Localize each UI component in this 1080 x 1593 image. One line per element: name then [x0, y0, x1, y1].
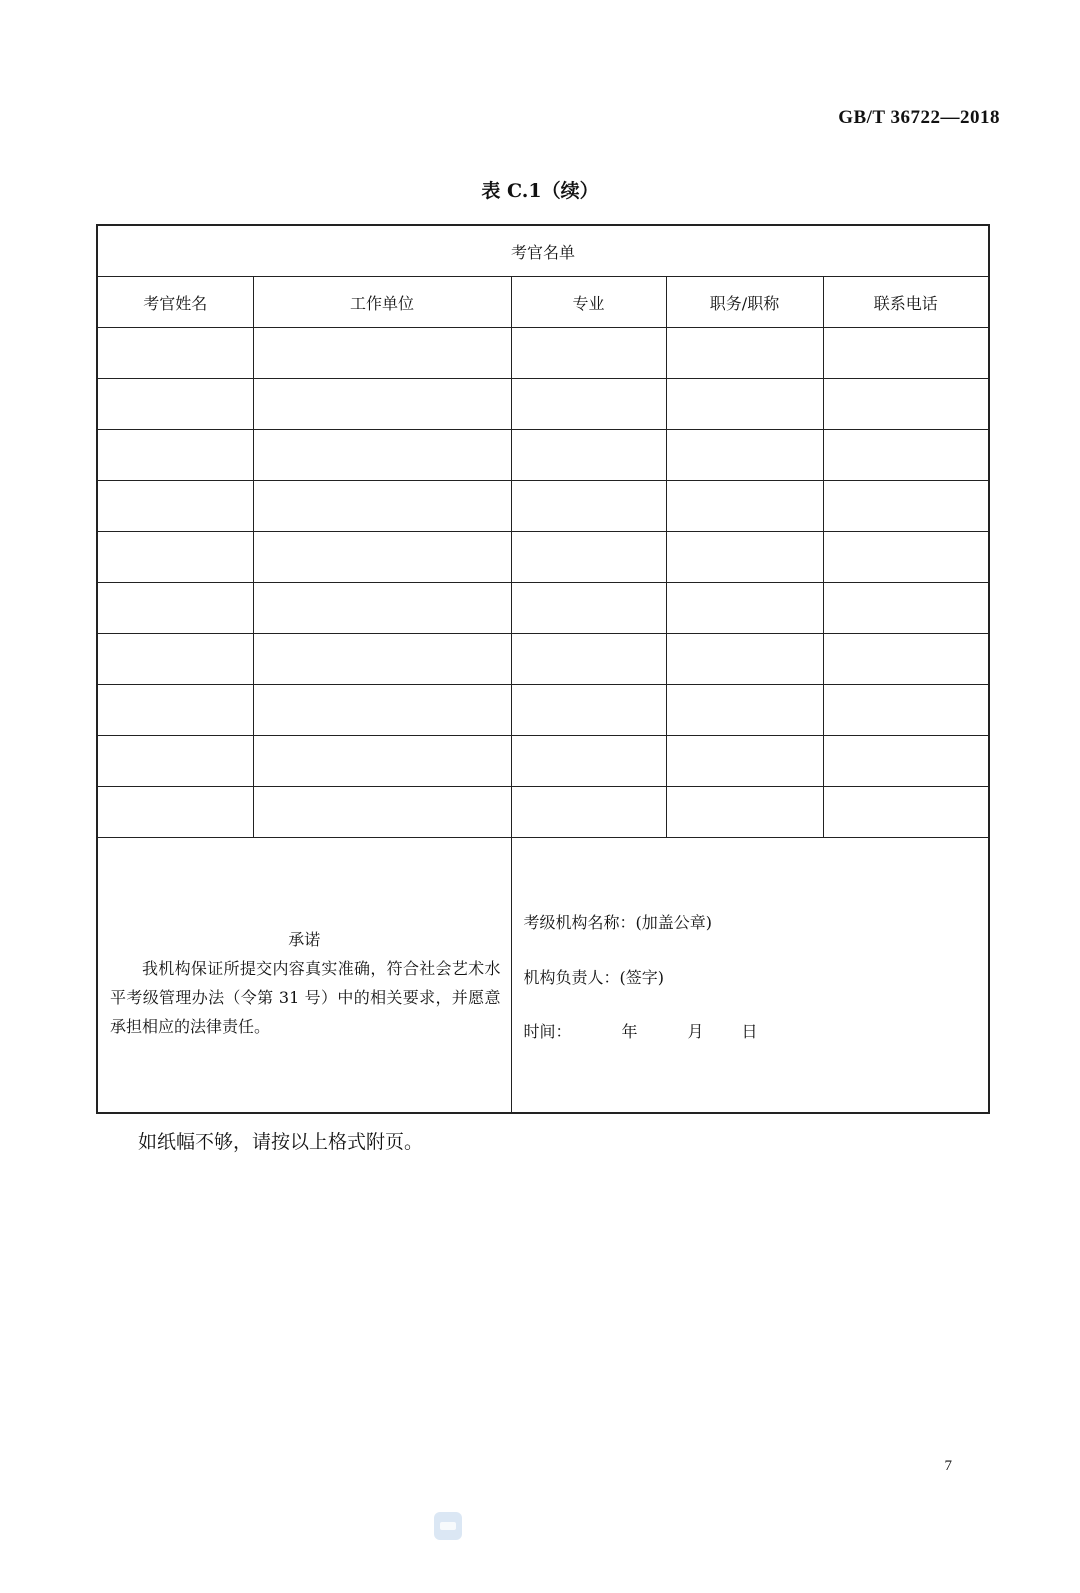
examiner-name-cell[interactable] — [97, 685, 253, 736]
position-title-cell[interactable] — [666, 328, 823, 379]
phone-cell[interactable] — [823, 787, 989, 838]
examiner-name-cell[interactable] — [97, 481, 253, 532]
specialty-cell[interactable] — [511, 685, 666, 736]
phone-cell[interactable] — [823, 736, 989, 787]
phone-cell[interactable] — [823, 328, 989, 379]
column-header-phone: 联系电话 — [823, 277, 989, 328]
table-row — [97, 685, 989, 736]
phone-cell[interactable] — [823, 379, 989, 430]
work-unit-cell[interactable] — [253, 379, 511, 430]
specialty-cell[interactable] — [511, 583, 666, 634]
work-unit-cell[interactable] — [253, 787, 511, 838]
phone-cell[interactable] — [823, 583, 989, 634]
examiner-name-cell[interactable] — [97, 583, 253, 634]
promise-cell — [97, 838, 511, 1114]
work-unit-cell[interactable] — [253, 430, 511, 481]
specialty-cell[interactable] — [511, 532, 666, 583]
table-title: 考官名单 — [97, 225, 989, 277]
year-label: 年 — [621, 1022, 638, 1041]
work-unit-cell[interactable] — [253, 328, 511, 379]
column-header-examiner-name: 考官姓名 — [97, 277, 253, 328]
examiner-name-cell[interactable] — [97, 532, 253, 583]
page-number: 7 — [944, 1458, 952, 1474]
position-title-cell[interactable] — [666, 430, 823, 481]
work-unit-cell[interactable] — [253, 481, 511, 532]
examiner-name-cell[interactable] — [97, 787, 253, 838]
position-title-cell[interactable] — [666, 685, 823, 736]
examiner-name-cell[interactable] — [97, 634, 253, 685]
work-unit-cell[interactable] — [253, 634, 511, 685]
watermark-logo-icon — [432, 1510, 464, 1542]
specialty-cell[interactable] — [511, 787, 666, 838]
phone-cell[interactable] — [823, 532, 989, 583]
position-title-cell[interactable] — [666, 736, 823, 787]
organization-signature-cell[interactable] — [511, 838, 989, 1114]
specialty-cell[interactable] — [511, 328, 666, 379]
position-title-cell[interactable] — [666, 532, 823, 583]
position-title-cell[interactable] — [666, 583, 823, 634]
examiner-name-cell[interactable] — [97, 328, 253, 379]
time-label: 时间： — [523, 1022, 572, 1041]
column-header-position-title: 职务/职称 — [666, 277, 823, 328]
specialty-cell[interactable] — [511, 430, 666, 481]
examiner-list-table — [96, 224, 990, 1114]
work-unit-cell[interactable] — [253, 685, 511, 736]
table-row — [97, 583, 989, 634]
footnote: 如纸幅不够，请按以上格式附页。 — [138, 1131, 424, 1153]
table-row — [97, 634, 989, 685]
examiner-name-cell[interactable] — [97, 430, 253, 481]
table-row — [97, 430, 989, 481]
specialty-cell[interactable] — [511, 481, 666, 532]
promise-title: 承诺 — [288, 930, 321, 949]
phone-cell[interactable] — [823, 481, 989, 532]
work-unit-cell[interactable] — [253, 583, 511, 634]
table-row — [97, 736, 989, 787]
work-unit-cell[interactable] — [253, 532, 511, 583]
table-caption: 表 C.1（续） — [481, 180, 599, 202]
phone-cell[interactable] — [823, 634, 989, 685]
phone-cell[interactable] — [823, 685, 989, 736]
specialty-cell[interactable] — [511, 379, 666, 430]
examiner-name-cell[interactable] — [97, 379, 253, 430]
table-row — [97, 379, 989, 430]
position-title-cell[interactable] — [666, 787, 823, 838]
standard-number: GB/T 36722—2018 — [838, 107, 1000, 128]
table-row — [97, 481, 989, 532]
table-row — [97, 328, 989, 379]
day-label: 日 — [741, 1022, 758, 1041]
column-header-specialty: 专业 — [511, 277, 666, 328]
phone-cell[interactable] — [823, 430, 989, 481]
org-name-label: 考级机构名称：(加盖公章) — [523, 913, 712, 932]
position-title-cell[interactable] — [666, 379, 823, 430]
month-label: 月 — [687, 1022, 704, 1041]
specialty-cell[interactable] — [511, 634, 666, 685]
column-header-work-unit: 工作单位 — [253, 277, 511, 328]
table-row — [97, 787, 989, 838]
position-title-cell[interactable] — [666, 481, 823, 532]
specialty-cell[interactable] — [511, 736, 666, 787]
table-row — [97, 532, 989, 583]
work-unit-cell[interactable] — [253, 736, 511, 787]
promise-text: 我机构保证所提交内容真实准确，符合社会艺术水平考级管理办法（令第 31 号）中的相关要求，并愿意承担相应的法律责任。 — [110, 959, 501, 1036]
examiner-name-cell[interactable] — [97, 736, 253, 787]
position-title-cell[interactable] — [666, 634, 823, 685]
org-head-label: 机构负责人：(签字) — [523, 968, 664, 987]
